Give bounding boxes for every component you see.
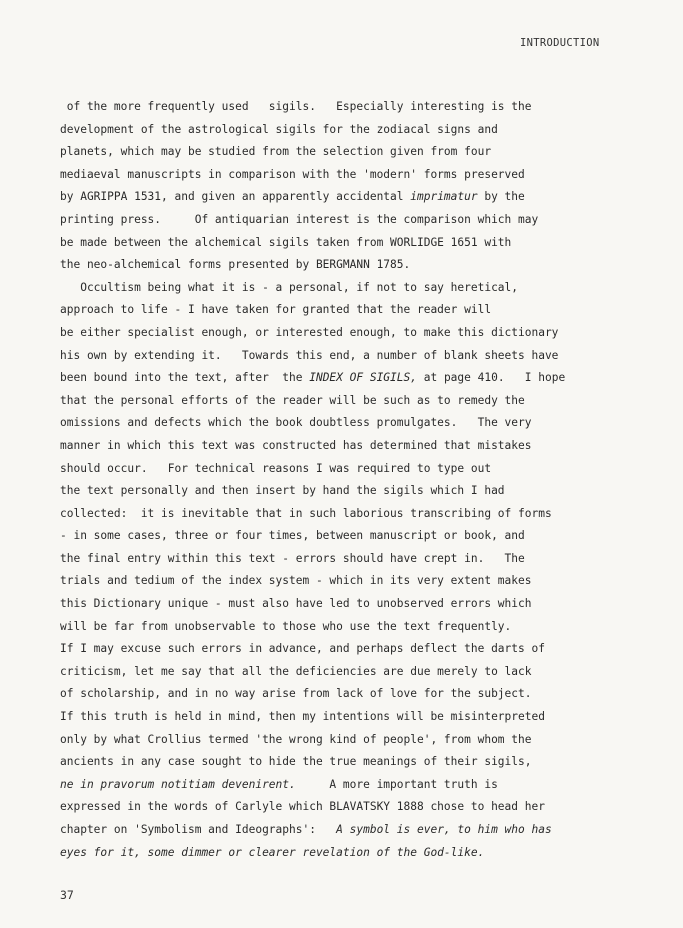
text-line (60, 254, 650, 277)
text-segment: of the more frequently used sigils. Especially interesting is the (60, 100, 532, 113)
text-line (60, 119, 650, 142)
text-segment: development of the astrological sigils for the zodiacal signs and (60, 122, 498, 136)
text-segment: the neo-alchemical forms presented by BERGMANN 1785. (60, 258, 411, 272)
text-line (60, 186, 650, 209)
text-segment: will be far from unobservable to those who use the text frequently. (60, 619, 512, 633)
text-segment: chapter on 'Symbolism and Ideographs': (60, 823, 337, 836)
running-header: INTRODUCTION (520, 37, 600, 49)
text-segment: planets, which may be studied from the selection given from four (60, 145, 492, 159)
text-line (60, 503, 650, 526)
text-line (60, 345, 650, 368)
text-segment: been bound into the text, after the (60, 371, 310, 385)
text-line (60, 616, 650, 639)
text-segment: Occultism being what it is - a personal, if not to say heretical, (60, 280, 519, 294)
text-line (60, 367, 650, 390)
text-line (60, 751, 650, 774)
text-segment: trials and tedium of the index system - which in its very extent makes (60, 574, 532, 588)
text-line (60, 729, 650, 752)
text-line (60, 412, 650, 435)
text-line (60, 390, 650, 413)
italic-text: A symbol is ever, to him who has (336, 823, 552, 836)
text-segment: the final entry within this text - errors should have crept in. The (60, 551, 525, 565)
text-segment: criticism, let me say that all the deficiencies are due merely to lack (60, 664, 532, 678)
text-segment: that the personal efforts of the reader will be such as to remedy the (60, 393, 525, 407)
text-segment: A more important truth is (295, 777, 498, 791)
text-segment: of scholarship, and in no way arise from lack of love for the subject. (60, 687, 532, 701)
text-line (60, 96, 650, 119)
text-line (60, 638, 650, 661)
text-segment: the text personally and then insert by hand the sigils which I had (60, 484, 505, 498)
text-segment: ancients in any case sought to hide the true meanings of their sigils, (60, 755, 532, 769)
text-segment: by AGRIPPA 1531, and given an apparently accidental (60, 190, 411, 204)
text-line (60, 706, 650, 729)
italic-text: ne in pravorum notitiam devenirent. (60, 777, 296, 791)
text-segment: printing press. Of antiquarian interest is the comparison which may (60, 212, 539, 226)
text-segment: only by what Crollius termed 'the wrong kind of people', from whom the (60, 732, 532, 746)
italic-text: eyes for it, some dimmer or clearer revelation of the God-like. (60, 845, 485, 859)
text-line (60, 683, 650, 706)
text-line (60, 458, 650, 481)
italic-text: imprimatur (410, 190, 478, 204)
text-line (60, 435, 650, 458)
text-line (60, 842, 650, 865)
text-line (60, 796, 650, 819)
text-line (60, 774, 650, 797)
text-segment: manner in which this text was constructed has determined that mistakes (60, 438, 532, 452)
page-number: 37 (60, 888, 74, 902)
text-line (60, 548, 650, 571)
text-segment: be either specialist enough, or interested enough, to make this dictionary (60, 325, 559, 339)
text-line (60, 525, 650, 548)
text-line (60, 322, 650, 345)
text-segment: this Dictionary unique - must also have led to unobserved errors which (60, 597, 532, 611)
text-line (60, 661, 650, 684)
text-line (60, 570, 650, 593)
body-text (60, 96, 650, 864)
text-line (60, 232, 650, 255)
text-line (60, 480, 650, 503)
text-line (60, 299, 650, 322)
text-segment: If I may excuse such errors in advance, and perhaps deflect the darts of (60, 642, 545, 656)
text-segment: be made between the alchemical sigils taken from WORLIDGE 1651 with (60, 235, 512, 249)
text-line (60, 593, 650, 616)
text-segment: his own by extending it. Towards this end, a number of blank sheets have (60, 348, 559, 362)
text-segment: should occur. For technical reasons I was required to type out (60, 461, 492, 475)
text-segment: expressed in the words of Carlyle which BLAVATSKY 1888 chose to head her (60, 800, 545, 814)
text-segment: at page 410. I hope (417, 371, 566, 385)
text-segment: - in some cases, three or four times, between manuscript or book, and (60, 529, 525, 543)
text-segment: If this truth is held in mind, then my intentions will be misinterpreted (60, 710, 545, 724)
text-line (60, 164, 650, 187)
text-segment: approach to life - I have taken for granted that the reader will (60, 303, 492, 317)
text-segment: by the (477, 190, 525, 204)
text-line (60, 209, 650, 232)
italic-text: INDEX OF SIGILS, (309, 371, 417, 385)
text-line (60, 819, 650, 842)
text-line (60, 141, 650, 164)
text-line (60, 277, 650, 300)
text-segment: collected: it is inevitable that in such laborious transcribing of forms (60, 506, 552, 520)
text-segment: omissions and defects which the book doubtless promulgates. The very (60, 416, 532, 430)
text-segment: mediaeval manuscripts in comparison with the 'modern' forms preserved (60, 167, 525, 181)
